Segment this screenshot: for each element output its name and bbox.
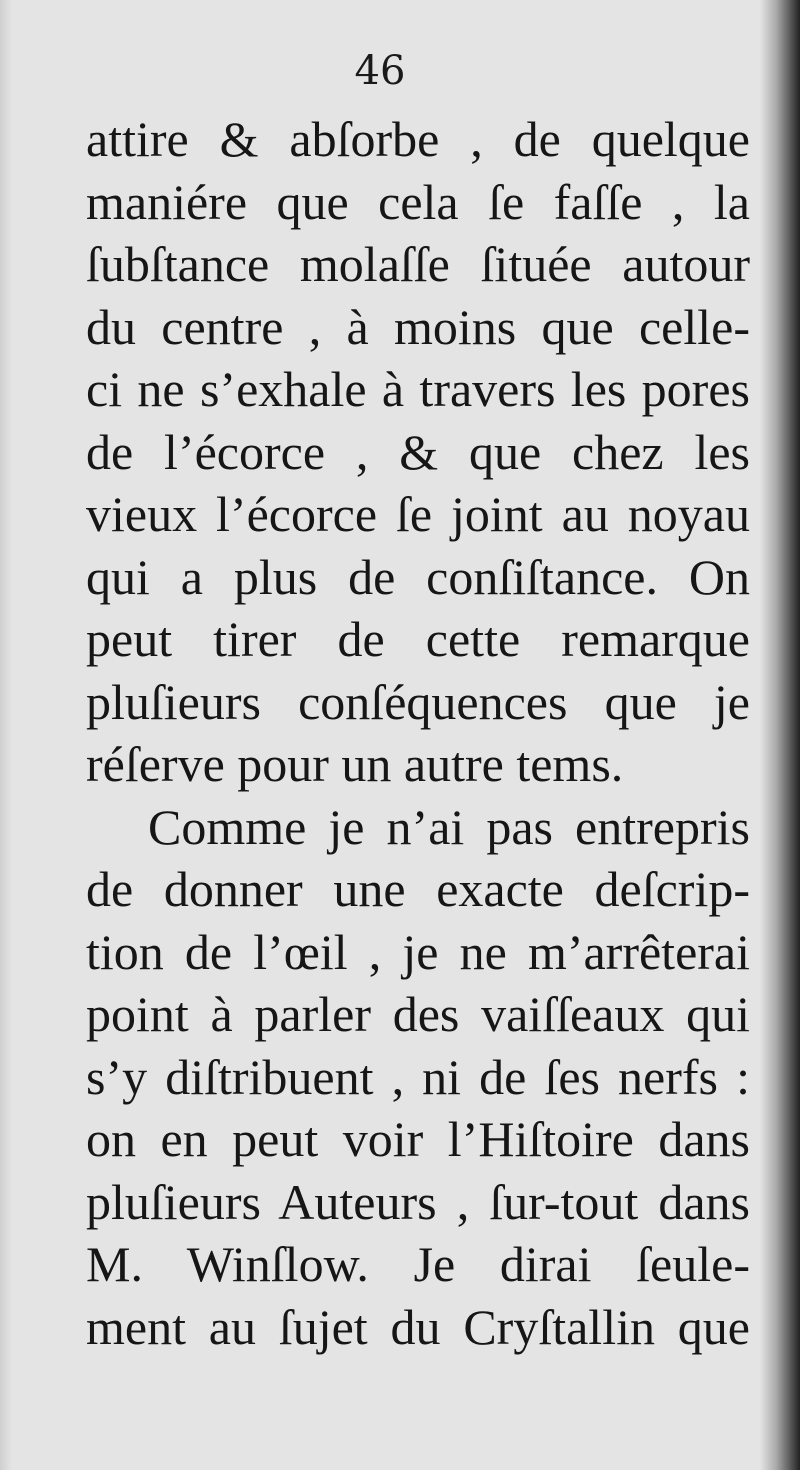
text-line: de l’écorce , & que chez les bbox=[86, 423, 750, 480]
text-line: de donner une exacte deſcrip- bbox=[86, 861, 750, 917]
text-line-paragraph-start: Comme je n’ai pas entrepris bbox=[148, 798, 750, 855]
text-line: M. Winſlow. Je dirai ſeule- bbox=[86, 1236, 750, 1292]
binding-shadow bbox=[760, 0, 800, 1470]
body-text bbox=[86, 108, 750, 1358]
text-line: pluſieurs conſéquences que je bbox=[86, 673, 750, 730]
text-line: vieux l’écorce ſe joint au noyau bbox=[86, 486, 750, 542]
text-line: on en peut voir l’Hiſtoire dans bbox=[86, 1111, 750, 1167]
text-line: peut tirer de cette remarque bbox=[86, 611, 750, 667]
text-line: tion de l’œil , je ne m’arrêterai bbox=[86, 923, 750, 980]
text-line: ment au ſujet du Cryſtallin que bbox=[86, 1298, 750, 1355]
text-line: point à parler des vaiſſeaux qui bbox=[86, 986, 750, 1042]
text-line-paragraph-end: réſerve pour un autre tems. bbox=[86, 736, 624, 792]
text-line: ſubſtance molaſſe ſituée autour bbox=[86, 236, 750, 292]
text-line: pluſieurs Auteurs , ſur-tout dans bbox=[86, 1173, 750, 1230]
text-line: maniére que cela ſe faſſe , la bbox=[86, 173, 750, 230]
text-line: s’y diſtribuent , ni de ſes nerfs : bbox=[86, 1048, 750, 1105]
page-number: 46 bbox=[354, 48, 406, 94]
text-line: du centre , à moins que celle- bbox=[86, 298, 750, 355]
text-line: qui a plus de conſiſtance. On bbox=[86, 548, 750, 605]
text-line: ci ne s’exhale à travers les pores bbox=[86, 361, 750, 417]
page-edge-shadow bbox=[0, 0, 12, 1470]
text-line: attire & abſorbe , de quelque bbox=[86, 111, 750, 167]
